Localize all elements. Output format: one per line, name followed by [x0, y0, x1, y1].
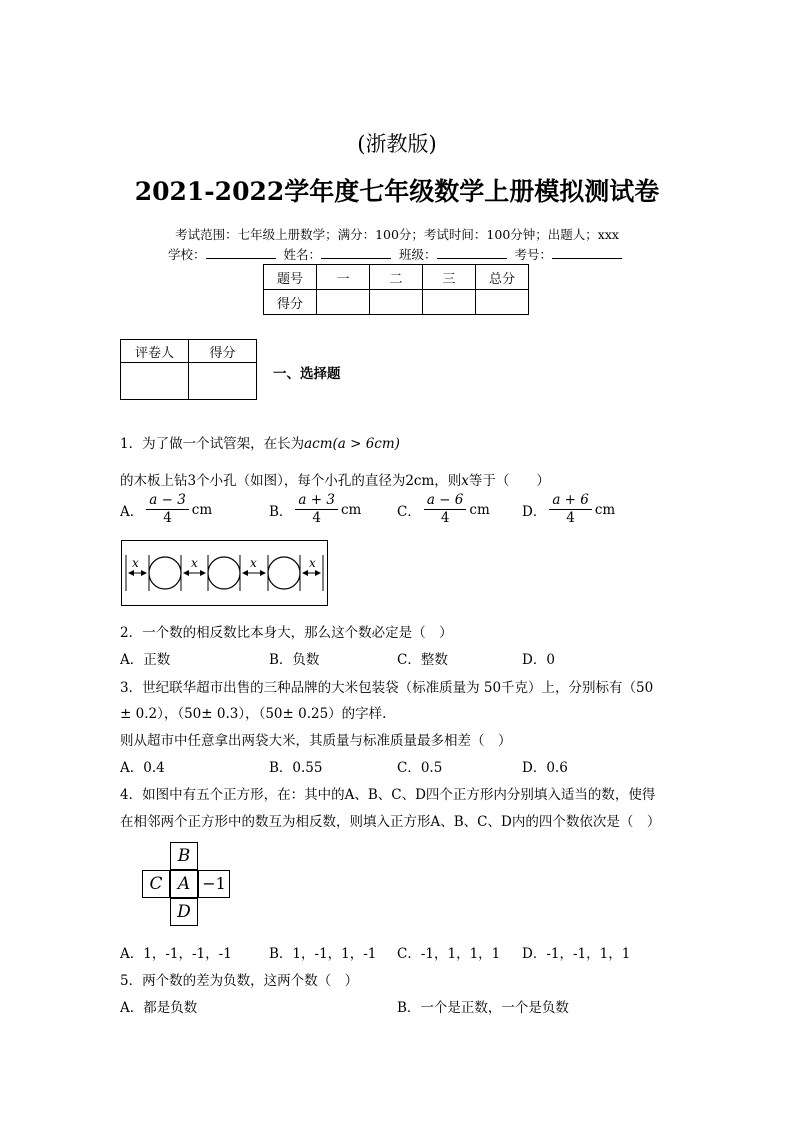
name-label: 姓名：: [283, 247, 322, 262]
grader-header-cell: 评卷人: [121, 340, 189, 363]
score-header-cell: 二: [370, 265, 423, 290]
square-a: A: [170, 870, 198, 898]
class-blank: [437, 246, 507, 259]
q4-line1: 4．如图中有五个正方形，在：其中的A、B、C、D四个正方形内分别填入适当的数，使得: [120, 787, 656, 803]
q3-line3: 则从超市中任意拿出两袋大米，其质量与标准质量最多相差（ ）: [120, 733, 512, 749]
q1-line2-var: x: [461, 473, 469, 489]
q4-line2: 在相邻两个正方形中的数互为相反数，则填入正方形A、B、C、D内的四个数依次是（ ）: [120, 814, 661, 830]
q4-option-d[interactable]: D．-1，-1，1，1: [522, 946, 631, 962]
q1-option-b[interactable]: [269, 492, 361, 527]
square-b: B: [170, 842, 198, 870]
q4-option-a[interactable]: A．1，-1，-1，-1: [120, 946, 232, 962]
grader-table: [120, 339, 257, 400]
square-d: D: [170, 898, 198, 926]
exam-no-blank: [552, 246, 622, 259]
exam-info: 考试范围：七年级上册数学；满分：100分；考试时间：100分钟；出题人；xxx: [175, 227, 619, 242]
q1-option-c[interactable]: [397, 492, 490, 527]
q5-stem: 5．两个数的差为负数，这两个数（ ）: [120, 973, 359, 989]
class-label: 班级：: [399, 247, 437, 262]
fraction-denominator: 4: [312, 510, 321, 526]
q1-line1-math: acm(a > 6cm): [304, 436, 400, 452]
score-row-label: 得分: [264, 290, 317, 315]
option-unit: cm: [469, 501, 490, 518]
board-diagram: [122, 541, 327, 605]
option-unit: cm: [594, 501, 616, 518]
score-table: [263, 264, 529, 315]
q3-option-d[interactable]: D．0.6: [522, 760, 568, 776]
x-label: x: [250, 556, 257, 570]
q2-option-d[interactable]: D．0: [522, 652, 555, 668]
q1-option-d[interactable]: [522, 492, 615, 527]
option-label: D．: [522, 503, 547, 520]
student-fields: [168, 245, 622, 263]
q1-line1: [120, 432, 400, 452]
q4-option-c[interactable]: C．-1，1，1，1: [397, 946, 501, 962]
score-cell: [423, 290, 476, 315]
grader-cell: [189, 363, 257, 400]
q2-option-a[interactable]: A．正数: [120, 652, 171, 668]
grader-cell: [121, 363, 189, 400]
option-label: C．: [397, 503, 421, 520]
q3-option-c[interactable]: C．0.5: [397, 760, 443, 776]
fraction-denominator: 4: [440, 510, 450, 526]
score-header-cell: 一: [317, 265, 370, 290]
x-label: x: [309, 556, 316, 570]
score-cell: [476, 290, 529, 315]
option-label: B．: [269, 503, 293, 520]
q1-board-figure: [121, 540, 328, 606]
option-fraction: [146, 492, 189, 527]
fraction-denominator: 4: [566, 510, 575, 526]
x-label: x: [191, 556, 198, 570]
grader-table-blank-row: [121, 363, 257, 400]
option-fraction: [295, 492, 338, 527]
option-unit: cm: [340, 501, 362, 518]
q2-option-b[interactable]: B．负数: [269, 652, 320, 668]
q2-option-c[interactable]: C．整数: [397, 652, 448, 668]
score-header-cell: 题号: [264, 265, 317, 290]
score-cell: [317, 290, 370, 315]
score-cell: [370, 290, 423, 315]
school-blank: [206, 246, 276, 259]
q4-squares-figure: [140, 840, 232, 928]
score-header-cell: 总分: [476, 265, 529, 290]
name-blank: [321, 246, 391, 259]
grader-header-cell: 得分: [189, 340, 257, 363]
score-header-cell: 三: [423, 265, 476, 290]
q1-line2-text-b: 等于（ ）: [468, 473, 550, 489]
section-heading: 一、选择题: [273, 366, 341, 382]
q3-line1: 3．世纪联华超市出售的三种品牌的大米包装袋（标准质量为 50千克）上，分别标有（50: [120, 680, 654, 696]
fraction-numerator: a + 6: [549, 492, 592, 510]
q1-option-a[interactable]: [120, 492, 212, 527]
q5-option-b[interactable]: B．一个是正数，一个是负数: [397, 1000, 569, 1016]
score-table-score-row: [264, 290, 529, 315]
q3-option-a[interactable]: A．0.4: [120, 760, 165, 776]
fraction-denominator: 4: [163, 510, 172, 526]
subtitle: (浙教版): [357, 132, 437, 156]
option-label: A．: [120, 503, 144, 520]
q2-stem: 2．一个数的相反数比本身大，那么这个数必定是（ ）: [120, 625, 453, 641]
option-fraction: [424, 492, 467, 527]
square-neg-one: −1: [198, 870, 230, 898]
fraction-numerator: a − 6: [424, 492, 467, 510]
school-label: 学校：: [168, 247, 206, 262]
x-label: x: [132, 556, 139, 570]
q3-option-b[interactable]: B．0.55: [269, 760, 323, 776]
option-unit: cm: [191, 501, 213, 518]
q3-line2: ± 0.2），（50± 0.3），（50± 0.25）的字样.: [120, 706, 387, 722]
score-table-header-row: [264, 265, 529, 290]
square-c: C: [142, 870, 170, 898]
hole-circle: [149, 557, 181, 589]
option-fraction: [549, 492, 592, 527]
q1-line2: [120, 469, 550, 489]
page-title: 2021-2022学年度七年级数学上册模拟测试卷: [134, 177, 660, 206]
q1-line1-text: 1．为了做一个试管架，在长为: [120, 436, 305, 452]
fraction-numerator: a − 3: [146, 492, 189, 510]
q4-option-b[interactable]: B．1，-1，1，-1: [269, 946, 377, 962]
q1-line2-text-a: 的木板上钻3个小孔（如图），每个小孔的直径为2cm，则: [120, 473, 462, 489]
hole-circle: [268, 557, 300, 589]
fraction-numerator: a + 3: [295, 492, 338, 510]
grader-table-header-row: [121, 340, 257, 363]
exam-no-label: 考号：: [514, 247, 553, 262]
q5-option-a[interactable]: A．都是负数: [120, 1000, 198, 1016]
hole-circle: [208, 557, 240, 589]
